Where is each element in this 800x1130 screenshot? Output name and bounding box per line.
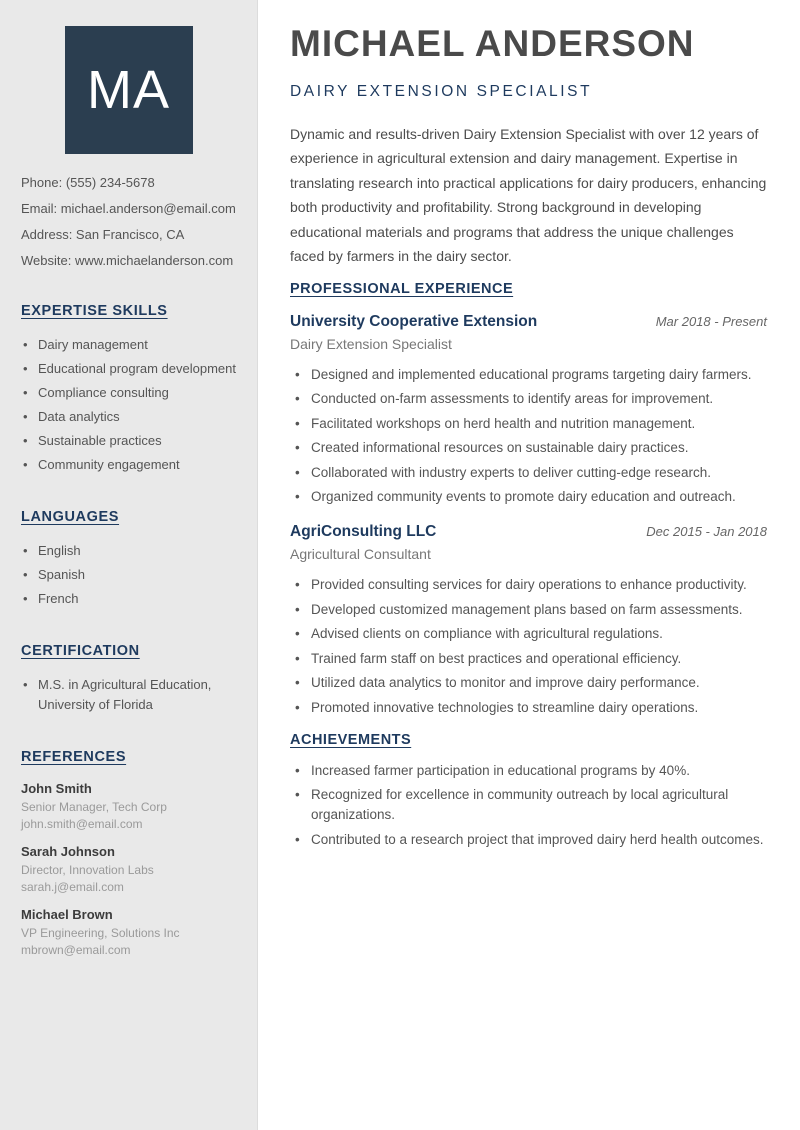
main-column xyxy=(258,0,800,1130)
job-bullet: • Conducted on-farm assessments to identify areas for improvement. xyxy=(290,389,767,409)
achievement-bullet: • Contributed to a research project that improved dairy herd health outcomes. xyxy=(290,830,767,850)
skill-item: • Dairy management xyxy=(21,335,236,355)
job-bullet: • Designed and implemented educational programs targeting dairy farmers. xyxy=(290,365,767,385)
avatar-monogram: MA xyxy=(87,60,170,120)
job-bullet: • Trained farm staff on best practices and operational efficiency. xyxy=(290,649,767,669)
skill-item: • Community engagement xyxy=(21,455,236,475)
experience-heading: PROFESSIONAL EXPERIENCE xyxy=(290,280,514,297)
reference-role: Senior Manager, Tech Corp xyxy=(21,800,167,814)
skills-heading: EXPERTISE SKILLS xyxy=(21,303,168,319)
contact-line: Website: www.michaelanderson.com xyxy=(21,253,234,268)
reference-name: John Smith xyxy=(21,781,92,796)
company-name: University Cooperative Extension xyxy=(290,312,538,330)
contact-list xyxy=(21,174,236,269)
languages-list xyxy=(21,541,236,609)
skill-item: • Educational program development xyxy=(21,359,236,379)
avatar xyxy=(65,26,193,154)
job-bullet-list xyxy=(290,365,767,508)
job-header xyxy=(290,313,767,331)
reference-name: Michael Brown xyxy=(21,907,113,922)
job-role: Dairy Extension Specialist xyxy=(290,335,452,352)
contact-line: Phone: (555) 234-5678 xyxy=(21,175,155,190)
job-dates: Dec 2015 - Jan 2018 xyxy=(646,524,767,540)
reference-email: mbrown@email.com xyxy=(21,943,131,957)
sidebar xyxy=(0,0,258,1130)
achievement-bullet: • Increased farmer participation in educational programs by 40%. xyxy=(290,761,767,781)
reference-email: sarah.j@email.com xyxy=(21,880,124,894)
reference-entry xyxy=(21,781,236,833)
language-item: • English xyxy=(21,541,236,561)
job-bullet: • Advised clients on compliance with agricultural regulations. xyxy=(290,624,767,644)
contact-line: Email: michael.anderson@email.com xyxy=(21,201,236,216)
job-entry-2 xyxy=(290,523,767,718)
languages-heading: LANGUAGES xyxy=(21,509,120,525)
achievements-list xyxy=(290,761,767,850)
skill-item: • Data analytics xyxy=(21,407,236,427)
job-entry-1 xyxy=(290,313,767,508)
job-bullet: • Collaborated with industry experts to deliver cutting-edge research. xyxy=(290,463,767,483)
job-role: Agricultural Consultant xyxy=(290,546,431,563)
job-bullet: • Organized community events to promote dairy education and outreach. xyxy=(290,487,767,507)
references-heading: REFERENCES xyxy=(21,749,127,765)
language-item: • French xyxy=(21,589,236,609)
reference-entry xyxy=(21,844,236,896)
skill-item: • Compliance consulting xyxy=(21,383,236,403)
job-bullet: • Developed customized management plans based on farm assessments. xyxy=(290,600,767,620)
job-dates: Mar 2018 - Present xyxy=(655,313,767,329)
certification-list xyxy=(21,675,236,715)
job-bullet: • Facilitated workshops on herd health and nutrition management. xyxy=(290,414,767,434)
reference-email: john.smith@email.com xyxy=(21,817,143,831)
job-bullet: • Utilized data analytics to monitor and improve dairy performance. xyxy=(290,673,767,693)
job-bullet-list xyxy=(290,575,767,718)
reference-role: Director, Innovation Labs xyxy=(21,863,154,877)
achievement-bullet: • Recognized for excellence in community outreach by local agricultural organizations. xyxy=(290,785,767,825)
language-item: • Spanish xyxy=(21,565,236,585)
job-header xyxy=(290,523,767,541)
reference-role: VP Engineering, Solutions Inc xyxy=(21,926,180,940)
skill-item: • Sustainable practices xyxy=(21,431,236,451)
job-bullet: • Provided consulting services for dairy operations to enhance productivity. xyxy=(290,575,767,595)
reference-name: Sarah Johnson xyxy=(21,844,115,859)
job-bullet: • Promoted innovative technologies to streamline dairy operations. xyxy=(290,698,767,718)
certification-heading: CERTIFICATION xyxy=(21,643,140,659)
skills-list xyxy=(21,335,236,475)
achievements-heading: ACHIEVEMENTS xyxy=(290,731,412,748)
certification-item: • M.S. in Agricultural Education, University of Florida xyxy=(21,675,236,715)
company-name: AgriConsulting LLC xyxy=(290,523,437,541)
reference-entry xyxy=(21,907,236,959)
page-title: MICHAEL ANDERSON xyxy=(290,23,695,64)
job-title-subtitle: DAIRY EXTENSION SPECIALIST xyxy=(290,82,593,100)
summary-text: Dynamic and results-driven Dairy Extension Specialist with over 12 years of experience in agricultural extension and dairy management. Expertise in translating research into practical applications for dairy producers, enhancing both productivity and profitability. Strong background in developing educational materials and programs that address the unique challenges faced by farmers in the dairy sector. xyxy=(290,125,767,265)
contact-line: Address: San Francisco, CA xyxy=(21,227,185,242)
references-list xyxy=(21,781,236,959)
job-bullet: • Created informational resources on sustainable dairy practices. xyxy=(290,438,767,458)
